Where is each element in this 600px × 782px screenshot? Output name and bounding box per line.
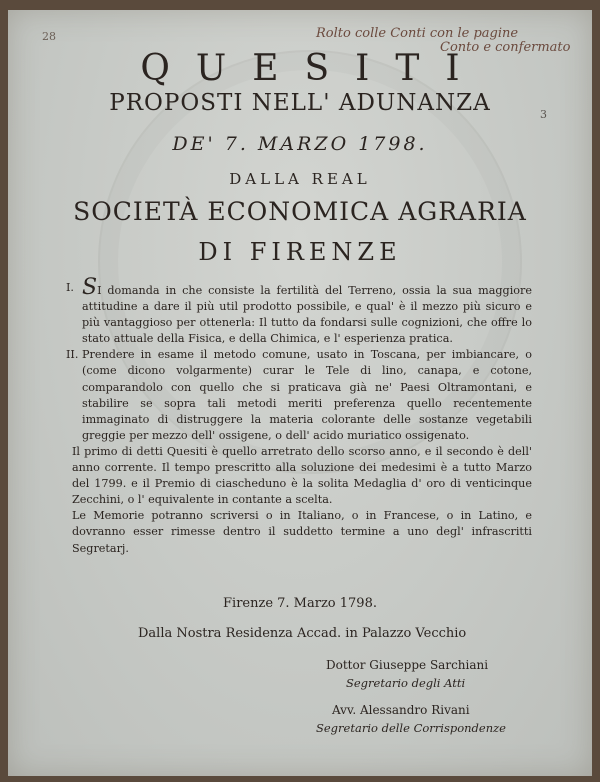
issuer-prefix: DALLA REAL	[229, 170, 371, 188]
signature-name: Dottor Giuseppe Sarchiani	[326, 658, 489, 672]
document-body	[66, 275, 532, 557]
meeting-date: DE' 7. MARZO 1798.	[172, 133, 428, 155]
drop-cap: S	[82, 275, 98, 300]
document-title: QUESITI	[140, 48, 486, 89]
document-subtitle: PROPOSTI NELL' ADUNANZA	[109, 90, 491, 116]
society-city: DI FIRENZE	[198, 238, 402, 266]
question-number: II.	[66, 348, 79, 362]
handwritten-annotation: Rolto colle Conti con le pagine	[316, 26, 519, 41]
margin-annotation-number: 28	[42, 30, 56, 43]
signature-name: Avv. Alessandro Rivani	[332, 703, 470, 717]
paragraph-submission: Le Memorie potranno scriversi o in Italiano, o in Francese, o in Latino, e dovranno esser rimesse dentro il suddetto termine a uno degl' infrascritti Segretarj.	[72, 509, 532, 555]
signature-title: Segretario degli Atti	[346, 676, 466, 690]
paragraph-prize: Il primo di detti Quesiti è quello arretrato dello scorso anno, e il secondo è dell' anno corrente. Il tempo prescritto alla soluzione dei medesimi è a tutto Marzo del 1799. e il Premio di ciascheduno è la solita Medaglia d' oro di venticinque Zecchini, o l' equivalente in contante a scelta.	[72, 444, 532, 507]
society-name: SOCIETÀ ECONOMICA AGRARIA	[73, 197, 527, 226]
question-text: I domanda in che consiste la fertilità del Terreno, ossia la sua maggiore attitudine a dare il più util prodotto possibile, e qual' è il mezzo più sicuro e più vantaggioso per ottenerla: Il tutto da fondarsi sulle cognizioni, che offre lo stato attuale della Fisica, e della Chimica, e l' esperienza pratica.	[82, 284, 532, 346]
question-1	[66, 275, 532, 347]
residence-line: Dalla Nostra Residenza Accad. in Palazzo Vecchio	[138, 626, 467, 641]
question-text: Prendere in esame il metodo comune, usato in Toscana, per imbiancare, o (come dicono volgarmente) curar le Tele di lino, canapa, e cotone, comparandolo con quello che si praticava già ne' Paesi Oltramontani, e stabilire se sopra tali metodi meriti preferenza quello recentemente immaginato di distruggere la materia colorante delle sostanze vegetabili greggie per mezzo dell' ossigene, o dell' acido muriatico ossigenato.	[82, 348, 532, 442]
place-date: Firenze 7. Marzo 1798.	[223, 596, 377, 611]
page-number: 3	[540, 108, 547, 121]
question-number: I.	[66, 281, 74, 294]
question-2	[66, 347, 532, 444]
handwritten-annotation-2: Conto e confermato	[440, 40, 571, 55]
signature-title: Segretario delle Corrispondenze	[316, 721, 506, 735]
